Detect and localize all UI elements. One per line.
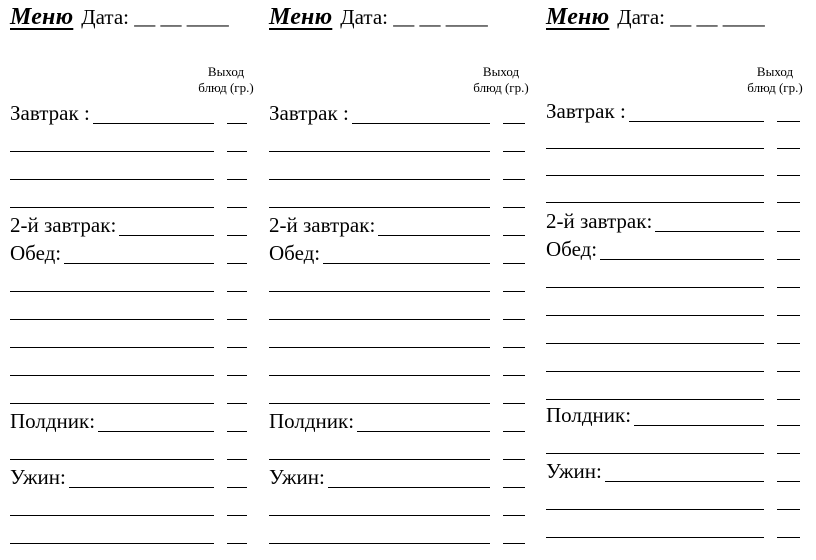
yield-entry-line[interactable]: [777, 148, 800, 149]
yield-entry-line[interactable]: [503, 123, 525, 124]
menu-title: Меню: [546, 4, 610, 30]
yield-entry-line[interactable]: [227, 319, 247, 320]
yield-entry-line[interactable]: [777, 259, 800, 260]
dish-entry-line[interactable]: [10, 375, 214, 376]
yield-header-line-1: Выход: [207, 64, 245, 79]
meal-label-breakfast: Завтрак :: [10, 102, 93, 124]
dish-entry-line[interactable]: [269, 403, 490, 404]
meal-row: [269, 520, 525, 544]
meal-row: [269, 212, 525, 236]
meal-row: [10, 436, 266, 460]
yield-header: [186, 64, 266, 96]
dish-entry-line[interactable]: [546, 343, 764, 344]
meal-row: [10, 324, 266, 348]
yield-entry-line[interactable]: [503, 235, 525, 236]
meal-label-breakfast: Завтрак :: [546, 100, 629, 122]
meal-row: [269, 156, 525, 180]
dish-entry-line[interactable]: [269, 207, 490, 208]
meal-label-second-breakfast: 2-й завтрак:: [546, 210, 655, 232]
yield-entry-line[interactable]: [227, 459, 247, 460]
meal-row: [269, 352, 525, 376]
yield-entry-line[interactable]: [777, 537, 800, 538]
dish-entry-line[interactable]: [269, 151, 490, 152]
dish-entry-line[interactable]: [10, 291, 214, 292]
yield-entry-line[interactable]: [227, 347, 247, 348]
dish-entry-line[interactable]: [546, 509, 764, 510]
yield-entry-line[interactable]: [503, 207, 525, 208]
meal-row: [269, 408, 525, 432]
meal-row: [10, 408, 266, 432]
dish-entry-line[interactable]: [269, 179, 490, 180]
sheet-header: [546, 4, 765, 34]
meal-row: [10, 268, 266, 292]
yield-entry-line[interactable]: [777, 453, 800, 454]
meal-row: [546, 402, 802, 426]
meal-label-breakfast: Завтрак :: [269, 102, 352, 124]
meal-row: [269, 324, 525, 348]
yield-entry-line[interactable]: [227, 207, 247, 208]
meal-row: [269, 268, 525, 292]
meal-row: [10, 156, 266, 180]
dish-entry-line[interactable]: [10, 543, 214, 544]
menu-title: Меню: [269, 4, 333, 30]
dish-entry-line[interactable]: [269, 543, 490, 544]
date-label: Дата: __ __ ____: [340, 5, 488, 29]
menu-sheet-3: [546, 0, 802, 560]
yield-entry-line[interactable]: [227, 151, 247, 152]
yield-entry-line[interactable]: [777, 371, 800, 372]
meal-row: [546, 179, 802, 203]
yield-entry-line[interactable]: [227, 179, 247, 180]
dish-entry-line[interactable]: [10, 515, 214, 516]
yield-entry-line[interactable]: [503, 263, 525, 264]
meal-row: [10, 520, 266, 544]
date-label: Дата: __ __ ____: [617, 5, 765, 29]
meal-row: [269, 184, 525, 208]
dish-entry-line[interactable]: [10, 151, 214, 152]
yield-header-line-2: блюд (гр.): [198, 80, 254, 95]
yield-entry-line[interactable]: [227, 291, 247, 292]
sheet-header: [10, 4, 229, 34]
meal-row: [269, 436, 525, 460]
meal-label-lunch: Обед:: [546, 238, 600, 260]
meal-row: [10, 128, 266, 152]
dish-entry-line[interactable]: [546, 175, 764, 176]
meal-row: [546, 208, 802, 232]
meal-row: [10, 212, 266, 236]
meal-row: [10, 100, 266, 124]
meal-row: [546, 236, 802, 260]
meal-row: [10, 352, 266, 376]
meal-label-dinner: Ужин:: [269, 466, 328, 488]
meal-row: [546, 348, 802, 372]
yield-entry-line[interactable]: [227, 403, 247, 404]
meal-row: [10, 240, 266, 264]
yield-entry-line[interactable]: [503, 319, 525, 320]
dish-entry-line[interactable]: [269, 459, 490, 460]
menu-sheet-2: [269, 0, 529, 560]
meal-label-second-breakfast: 2-й завтрак:: [269, 214, 378, 236]
yield-entry-line[interactable]: [503, 543, 525, 544]
meal-row: [10, 296, 266, 320]
dish-entry-line[interactable]: [546, 371, 764, 372]
meal-label-dinner: Ужин:: [10, 466, 69, 488]
meal-row: [546, 430, 802, 454]
yield-entry-line[interactable]: [777, 425, 800, 426]
dish-entry-line[interactable]: [546, 287, 764, 288]
meal-row: [269, 128, 525, 152]
dish-entry-line[interactable]: [546, 537, 764, 538]
yield-entry-line[interactable]: [227, 487, 247, 488]
meal-row: [269, 240, 525, 264]
yield-entry-line[interactable]: [503, 375, 525, 376]
yield-entry-line[interactable]: [777, 315, 800, 316]
yield-entry-line[interactable]: [777, 121, 800, 122]
yield-entry-line[interactable]: [777, 202, 800, 203]
menu-title: Меню: [10, 4, 74, 30]
yield-entry-line[interactable]: [777, 481, 800, 482]
menu-sheet-1: [10, 0, 266, 560]
yield-entry-line[interactable]: [227, 263, 247, 264]
meal-row: [10, 380, 266, 404]
meal-row: [546, 152, 802, 176]
meal-row: [269, 296, 525, 320]
meal-row: [269, 492, 525, 516]
dish-entry-line[interactable]: [269, 515, 490, 516]
dish-entry-line[interactable]: [546, 202, 764, 203]
yield-entry-line[interactable]: [227, 235, 247, 236]
meal-row: [10, 464, 266, 488]
meal-row: [546, 320, 802, 344]
yield-entry-line[interactable]: [227, 431, 247, 432]
meal-label-snack: Полдник:: [10, 410, 98, 432]
yield-entry-line[interactable]: [777, 399, 800, 400]
dish-entry-line[interactable]: [546, 453, 764, 454]
meal-row: [546, 264, 802, 288]
yield-entry-line[interactable]: [503, 403, 525, 404]
yield-entry-line[interactable]: [777, 287, 800, 288]
meal-row: [10, 492, 266, 516]
dish-entry-line[interactable]: [546, 148, 764, 149]
meal-row: [269, 464, 525, 488]
yield-entry-line[interactable]: [503, 487, 525, 488]
meal-row: [269, 380, 525, 404]
yield-header-line-1: Выход: [482, 64, 520, 79]
meal-label-second-breakfast: 2-й завтрак:: [10, 214, 119, 236]
meal-row: [546, 458, 802, 482]
yield-entry-line[interactable]: [503, 431, 525, 432]
dish-entry-line[interactable]: [10, 207, 214, 208]
yield-entry-line[interactable]: [777, 343, 800, 344]
yield-header-line-2: блюд (гр.): [473, 80, 529, 95]
meal-row: [546, 98, 802, 122]
yield-entry-line[interactable]: [227, 515, 247, 516]
sheet-header: [269, 4, 488, 34]
dish-entry-line[interactable]: [269, 375, 490, 376]
yield-header-line-2: блюд (гр.): [747, 80, 803, 95]
yield-entry-line[interactable]: [777, 509, 800, 510]
meal-row: [546, 514, 802, 538]
meal-row: [546, 486, 802, 510]
dish-entry-line[interactable]: [269, 319, 490, 320]
yield-entry-line[interactable]: [227, 375, 247, 376]
yield-header: [735, 64, 815, 96]
yield-entry-line[interactable]: [777, 231, 800, 232]
meal-row: [546, 125, 802, 149]
dish-entry-line[interactable]: [10, 403, 214, 404]
yield-entry-line[interactable]: [503, 291, 525, 292]
dish-entry-line[interactable]: [10, 459, 214, 460]
meal-label-snack: Полдник:: [546, 404, 634, 426]
yield-entry-line[interactable]: [503, 459, 525, 460]
dish-entry-line[interactable]: [10, 319, 214, 320]
dish-entry-line[interactable]: [269, 347, 490, 348]
date-label: Дата: __ __ ____: [81, 5, 229, 29]
yield-entry-line[interactable]: [503, 347, 525, 348]
dish-entry-line[interactable]: [269, 291, 490, 292]
meal-label-lunch: Обед:: [10, 242, 64, 264]
meal-label-snack: Полдник:: [269, 410, 357, 432]
meal-row: [269, 100, 525, 124]
meal-row: [546, 292, 802, 316]
dish-entry-line[interactable]: [546, 315, 764, 316]
yield-entry-line[interactable]: [227, 123, 247, 124]
yield-entry-line[interactable]: [503, 151, 525, 152]
meal-label-dinner: Ужин:: [546, 460, 605, 482]
dish-entry-line[interactable]: [546, 399, 764, 400]
dish-entry-line[interactable]: [10, 179, 214, 180]
yield-entry-line[interactable]: [503, 179, 525, 180]
meal-label-lunch: Обед:: [269, 242, 323, 264]
yield-entry-line[interactable]: [227, 543, 247, 544]
yield-header-line-1: Выход: [756, 64, 794, 79]
yield-header: [461, 64, 541, 96]
yield-entry-line[interactable]: [777, 175, 800, 176]
yield-entry-line[interactable]: [503, 515, 525, 516]
dish-entry-line[interactable]: [10, 347, 214, 348]
meal-row: [546, 376, 802, 400]
meal-row: [10, 184, 266, 208]
